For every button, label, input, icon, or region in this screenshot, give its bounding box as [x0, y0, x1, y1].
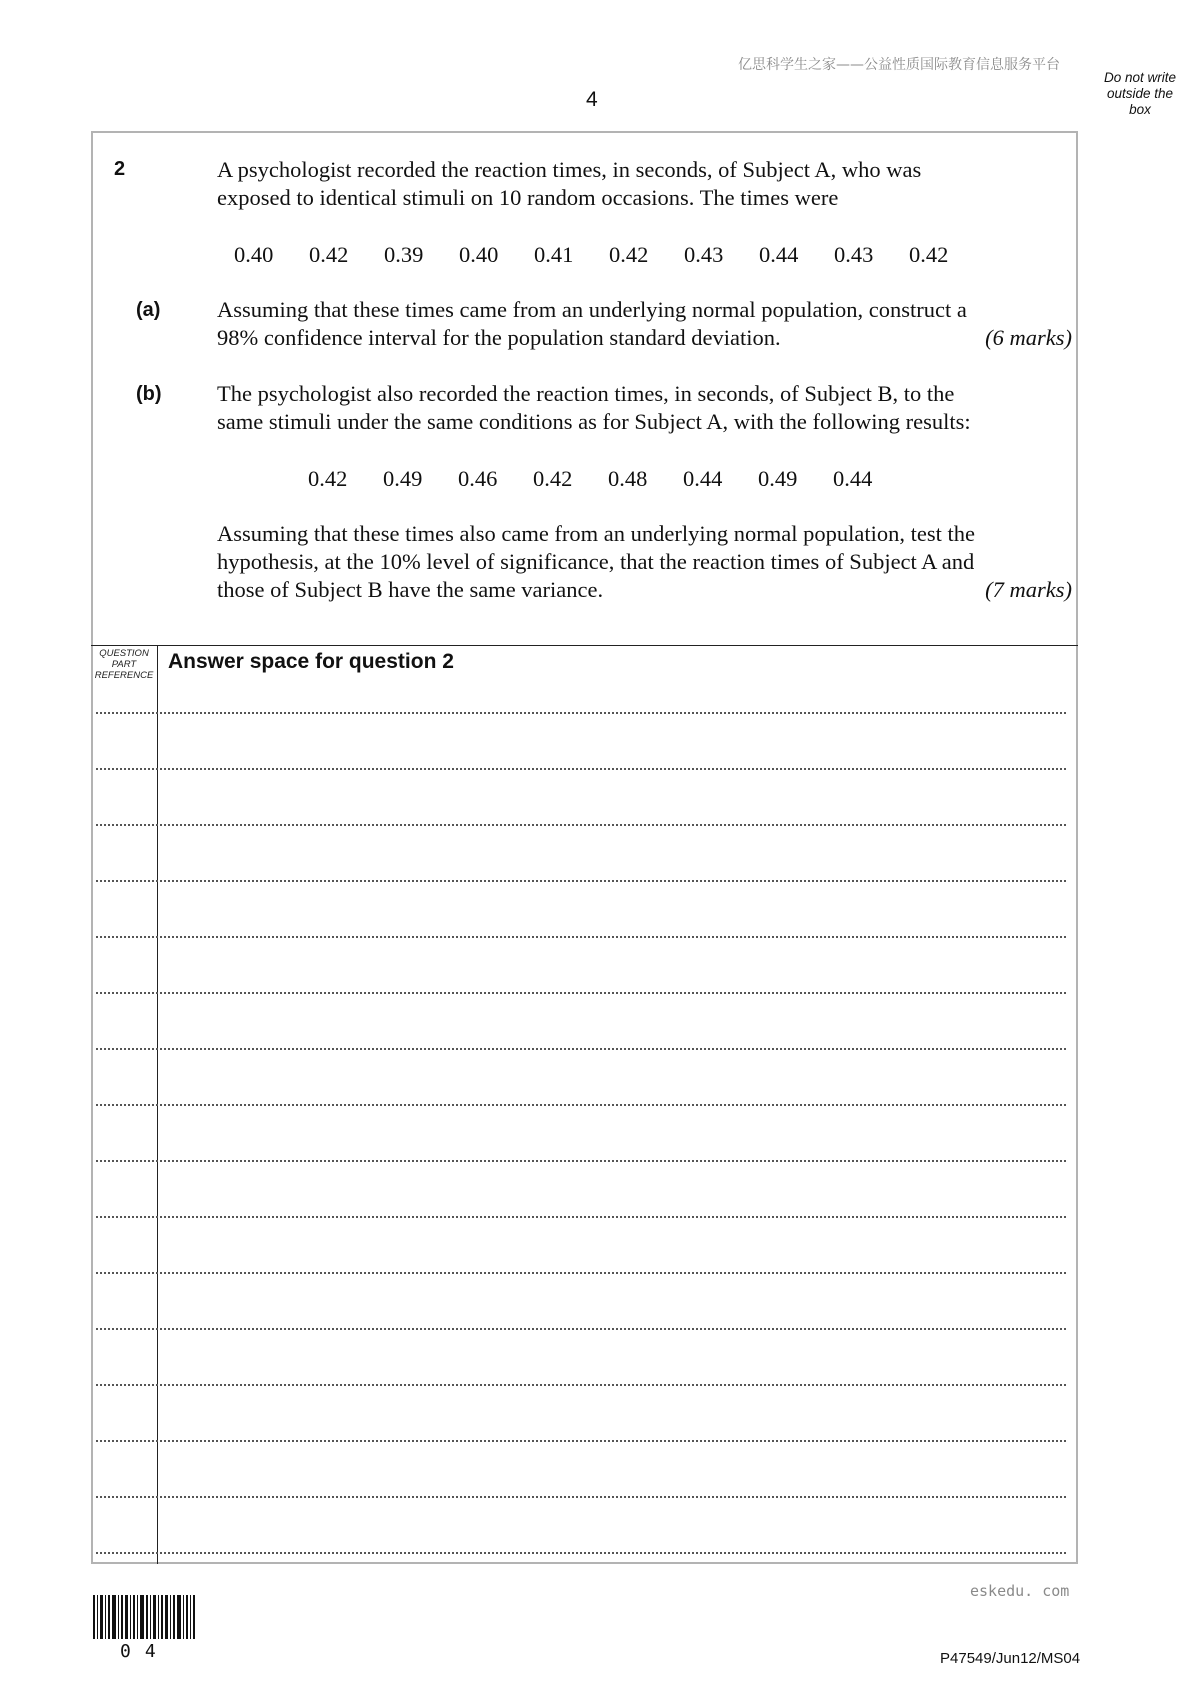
- answer-line[interactable]: [96, 1384, 1066, 1386]
- margin-note-line: Do not write: [1103, 70, 1177, 85]
- time-value: 0.46: [458, 466, 498, 491]
- answer-line[interactable]: [96, 1552, 1066, 1554]
- answer-line[interactable]: [96, 712, 1066, 714]
- answer-line[interactable]: [96, 1272, 1066, 1274]
- part-a-line: Assuming that these times came from an underlying normal population, construct a: [217, 297, 967, 322]
- part-b-label: (b): [136, 383, 162, 405]
- time-value: 0.49: [758, 466, 798, 491]
- time-value: 0.42: [909, 242, 949, 267]
- header-watermark: 亿思科学生之家——公益性质国际教育信息服务平台: [738, 57, 1060, 73]
- time-value: 0.42: [309, 242, 349, 267]
- part-a-line-with-marks: [217, 324, 1072, 352]
- answer-line[interactable]: [96, 824, 1066, 826]
- page-number: 4: [586, 88, 598, 111]
- time-value: 0.42: [609, 242, 649, 267]
- part-b-line: same stimuli under the same conditions as for Subject A, with the following results:: [217, 409, 971, 434]
- time-value: 0.43: [684, 242, 724, 267]
- part-a-label: (a): [136, 299, 161, 321]
- answer-space-title: Answer space for question 2: [168, 650, 454, 673]
- answer-line[interactable]: [96, 1328, 1066, 1330]
- time-value: 0.44: [683, 466, 723, 491]
- time-value: 0.44: [833, 466, 873, 491]
- time-value: 0.40: [234, 242, 274, 267]
- subject-a-times: [234, 242, 984, 268]
- part-b-line: those of Subject B have the same variance.: [217, 577, 604, 602]
- part-a-line: 98% confidence interval for the population standard deviation.: [217, 325, 781, 350]
- answer-line[interactable]: [96, 1104, 1066, 1106]
- margin-note-line: box: [1129, 102, 1151, 117]
- answer-line[interactable]: [96, 936, 1066, 938]
- time-value: 0.48: [608, 466, 648, 491]
- answer-line[interactable]: [96, 1160, 1066, 1162]
- subject-b-times: [308, 466, 908, 492]
- qpr-label-line: QUESTION: [99, 648, 149, 659]
- answer-line[interactable]: [96, 1496, 1066, 1498]
- question-intro: [217, 156, 1072, 212]
- time-value: 0.42: [533, 466, 573, 491]
- intro-line: A psychologist recorded the reaction times, in seconds, of Subject A, who was: [217, 157, 922, 182]
- time-value: 0.44: [759, 242, 799, 267]
- qpr-label-line: REFERENCE: [94, 670, 154, 681]
- part-b-line: hypothesis, at the 10% level of significance, that the reaction times of Subject A and: [217, 549, 975, 574]
- answer-line[interactable]: [96, 992, 1066, 994]
- answer-line[interactable]: [96, 1216, 1066, 1218]
- qpr-label-line: PART: [111, 659, 137, 670]
- part-a-marks: (6 marks): [985, 325, 1072, 350]
- answer-line[interactable]: [96, 768, 1066, 770]
- margin-note: [1090, 70, 1190, 118]
- part-b-line: The psychologist also recorded the reaction times, in seconds, of Subject B, to the: [217, 381, 955, 406]
- answer-line[interactable]: [96, 1440, 1066, 1442]
- answer-line[interactable]: [96, 880, 1066, 882]
- margin-note-line: outside the: [1106, 86, 1174, 101]
- time-value: 0.39: [384, 242, 424, 267]
- part-b-line: Assuming that these times also came from an underlying normal population, test the: [217, 521, 975, 546]
- part-a-text: [217, 296, 1072, 352]
- barcode-number: 04: [120, 1641, 170, 1662]
- part-b-marks: (7 marks): [985, 577, 1072, 602]
- paper-reference: P47549/Jun12/MS04: [940, 1650, 1081, 1667]
- intro-line: exposed to identical stimuli on 10 random occasions. The times were: [217, 185, 839, 210]
- time-value: 0.42: [308, 466, 348, 491]
- time-value: 0.40: [459, 242, 499, 267]
- answer-line[interactable]: [96, 1048, 1066, 1050]
- footer-watermark: eskedu. com: [970, 1582, 1070, 1600]
- question-number: 2: [114, 158, 126, 180]
- part-b-hypothesis: [217, 520, 1072, 604]
- time-value: 0.41: [534, 242, 574, 267]
- question-part-reference-label: [93, 648, 155, 681]
- time-value: 0.43: [834, 242, 874, 267]
- part-b-text: [217, 380, 1072, 436]
- part-b-line-with-marks: [217, 576, 1072, 604]
- barcode-icon: [93, 1595, 195, 1639]
- time-value: 0.49: [383, 466, 423, 491]
